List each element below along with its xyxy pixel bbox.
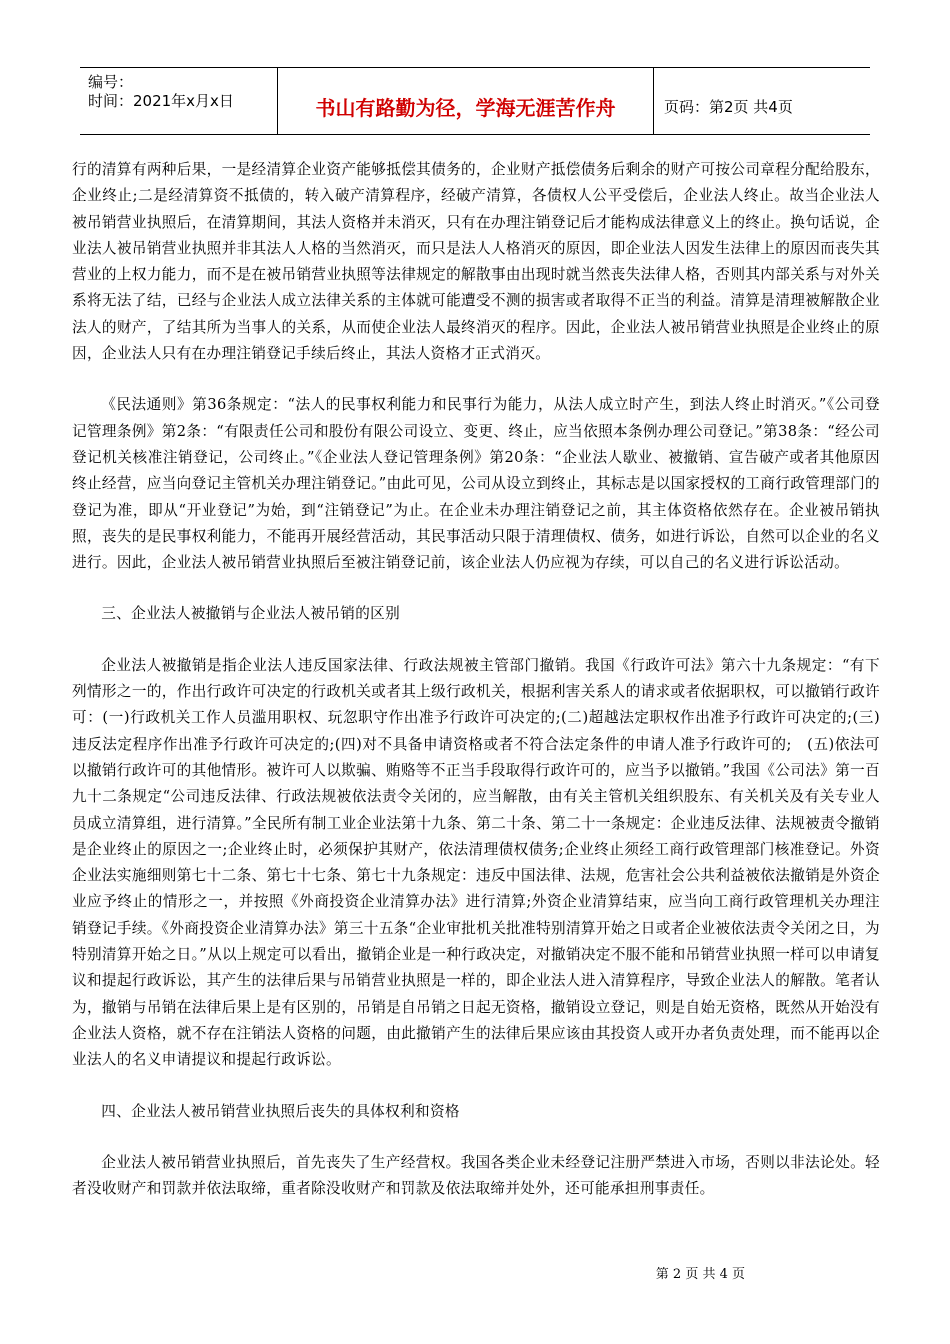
paragraph: 企业法人被吊销营业执照后，首先丧失了生产经营权。我国各类企业未经登记注册严禁进入市场，否则以非法论处。轻者没收财产和罚款并依法取缔，重者除没收财产和罚款及依法取缔并处外，还可能承担刑事责任。 — [72, 1153, 880, 1198]
header-motto-cell — [278, 68, 654, 134]
header-motto: 书山有路勤为径，学海无涯苦作舟 — [315, 95, 616, 120]
header-page-info: 页码：第2页 共4页 — [664, 97, 793, 116]
section-heading: 四、企业法人被吊销营业执照后丧失的具体权利和资格 — [101, 1102, 460, 1120]
paragraph: 《民法通则》第36条规定：“法人的民事权利能力和民事行为能力，从法人成立时产生，到法人终止时消灭。”《公司登记管理条例》第2条：“有限责任公司和股份有限公司设立、变更、终止，应当依照本条例办理公司登记。”第38条：“经公司登记机关核准注销登记，公司终止。”《企业法人登记管理条例》第20条：“企业法人歇业、被撤销、宣告破产或者其他原因终止经营，应当向登记主管机关办理注销登记。”由此可见，公司从设立到终止，其标志是以国家授权的工商行政管理部门的登记为准，即从“开业登记”为始，到“注销登记”为止。在企业未办理注销登记之前，其主体资格依然存在。企业被吊销执照，丧失的是民事权利能力，不能再开展经营活动，其民事活动只限于清理债权、债务，如进行诉讼，自然可以企业的名义进行。因此，企业法人被吊销营业执照后至被注销登记前，该企业法人仍应视为存续，可以自己的名义进行诉讼活动。 — [72, 396, 880, 572]
paragraph: 行的清算有两种后果，一是经清算企业资产能够抵偿其债务的，企业财产抵偿债务后剩余的财产可按公司章程分配给股东，企业终止;二是经清算资不抵债的，转入破产清算程序，经破产清算，各债权人公平受偿后，企业法人终止。故当企业法人被吊销营业执照后，在清算期间，其法人资格并未消灭，只有在办理注销登记后才能构成法律意义上的终止。换句话说，企业法人被吊销营业执照并非其法人人格的当然消灭，而只是法人人格消灭的原因，即企业法人因发生法律上的原因而丧失其营业的上权力能力，而不是在被吊销营业执照等法律规定的解散事由出现时就当然丧失法律人格，否则其内部关系与对外关系将无法了结，已经与企业法人成立法律关系的主体就可能遭受不测的损害或者取得不正当的利益。清算是清理被解散企业法人的财产，了结其所为当事人的关系，从而使企业法人最终消灭的程序。因此，企业法人被吊销营业执照是企业终止的原因，企业法人只有在办理注销登记手续后终止，其法人资格才正式消灭。 — [72, 161, 880, 363]
header-meta — [80, 68, 278, 134]
document-time: 时间：2021年x月x日 — [88, 92, 234, 110]
document-body — [72, 157, 880, 1202]
page-header — [80, 67, 870, 135]
footer-page-number: 第 2 页 共 4 页 — [655, 1267, 745, 1282]
section-heading: 三、企业法人被撤销与企业法人被吊销的区别 — [101, 605, 401, 623]
document-number: 编号： — [88, 73, 134, 91]
paragraph: 企业法人被撤销是指企业法人违反国家法律、行政法规被主管部门撤销。我国《行政许可法》第六十九条规定：“有下列情形之一的，作出行政许可决定的行政机关或者其上级行政机关，根据利害关系人的请求或者依据职权，可以撤销行政许可：(一)行政机关工作人员滥用职权、玩忽职守作出准予行政许可决定的;(二)超越法定职权作出准予行政许可决定的;(三)违反法定程序作出准予行政许可决定的;(四)对不具备申请资格或者不符合法定条件的申请人准予行政许可的; (五)依法可以撤销行政许可的其他情形。被许可人以欺骗、贿赂等不正当手段取得行政许可的，应当予以撤销。”我国《公司法》第一百九十二条规定“公司违反法律、行政法规被依法责令关闭的，应当解散，由有关主管机关组织股东、有关机关及有关专业人员成立清算组，进行清算。”全民所有制工业企业法第十九条、第二十条、第二十一条规定：企业违反法律、法规被责令撤销是企业终止的原因之一;企业终止时，必须保护其财产，依法清理债权债务;企业终止须经工商行政管理部门核准登记。外资企业法实施细则第七十二条、第七十七条、第七十九条规定：违反中国法律、法规，危害社会公共利益被依法撤销是外资企业应予终止的情形之一，并按照《外商投资企业清算办法》进行清算;外资企业清算结束，应当向工商行政管理机关办理注销登记手续。《外商投资企业清算办法》第三十五条“企业审批机关批准特别清算开始之日或者企业被依法责令关闭之日，为特别清算开始之日。”从以上规定可以看出，撤销企业是一种行政决定，对撤销决定不服不能和吊销营业执照一样可以申请复议和提起行政诉讼，其产生的法律后果与吊销营业执照是一样的，即企业法人进入清算程序，导致企业法人的解散。笔者认为，撤销与吊销在法律后果上是有区别的，吊销是自吊销之日起无资格，撤销设立登记，则是自始无资格，既然从开始没有企业法人资格，就不存在注销法人资格的问题，由此撤销产生的法律后果应该由其投资人或开办者负责处理，而不能再以企业法人的名义申请提议和提起行政诉讼。 — [72, 656, 880, 1069]
